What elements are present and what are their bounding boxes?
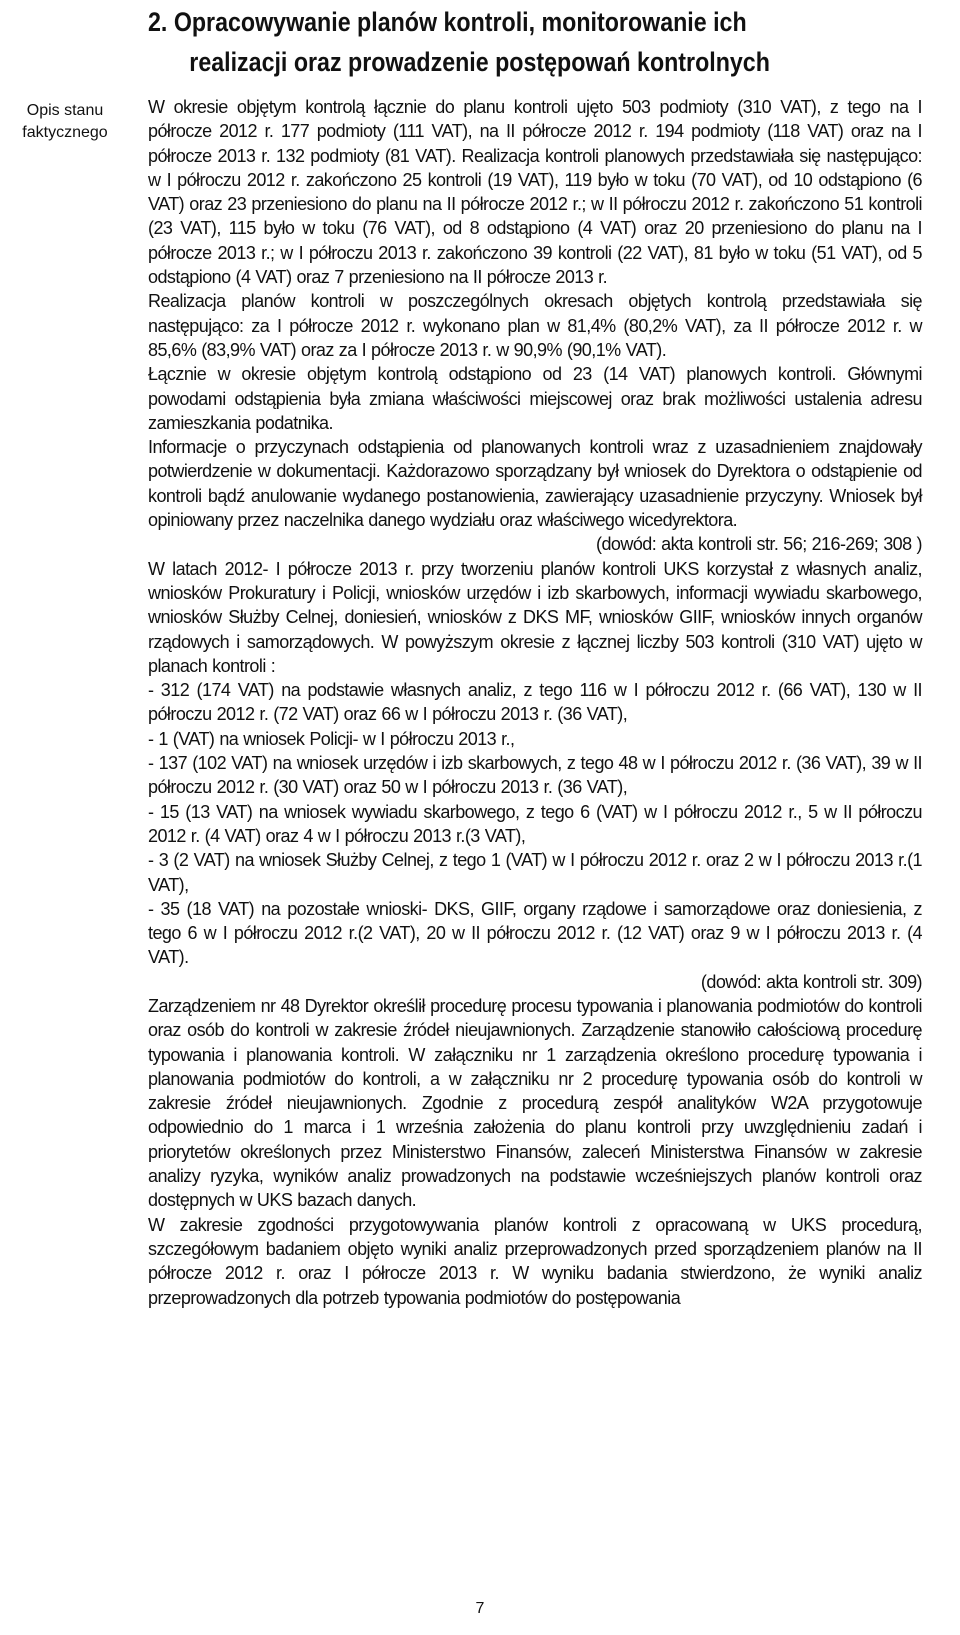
section-heading: [148, 2, 926, 82]
list-item: - 137 (102 VAT) na wniosek urzędów i izb skarbowych, z tego 48 w I półroczu 2012 r. (36 VAT), 39 w II półroczu 2012 r. (30 VAT) oraz 50 w I półroczu 2013 r. (36 VAT),: [148, 753, 922, 798]
paragraph-plan-summary: W okresie objętym kontrolą łącznie do planu kontroli ujęto 503 podmioty (310 VAT), z tego na I półrocze 2012 r. 177 podmioty (111 VAT), na II półrocze 2012 r. 194 podmioty (118 VAT) oraz na I półrocze 2013 r. 132 podmioty (81 VAT). Realizacja kontroli planowych przedstawiała się następująco: w I półroczu 2012 r. zakończono 25 kontroli (19 VAT), 119 było w toku (70 VAT), od 10 odstąpiono (6 VAT) oraz 23 przeniesiono do planu na II półrocze 2012 r.; w II półroczu 2012 r. zakończono 51 kontroli (23 VAT), 115 było w toku (76 VAT), od 8 odstąpiono (4 VAT) oraz 20 przeniesiono do planu na I półrocze 2013 r.; w I półroczu 2013 r. zakończono 39 kontroli (22 VAT), 81 było w toku (51 VAT), od 5 odstąpiono (4 VAT) oraz 7 przeniesiono na II półrocze 2013 r.: [148, 97, 922, 288]
evidence-note-2: (dowód: akta kontroli str. 309): [700, 971, 922, 992]
side-label: Opis stanu faktycznego: [22, 102, 108, 141]
paragraph-plan-sources: W latach 2012- I półrocze 2013 r. przy tworzeniu planów kontroli UKS korzystał z własnych analiz, wniosków Prokuratury i Policji, wniosków urzędów i izb skarbowych, informacji wywiadu skarbowego, wniosków Służby Celnej, doniesień, wniosków z DKS MF, wniosków GIIF, wniosków innych organów rządowych i samorządowych. W powyższym okresie z łącznej liczby 503 kontroli (310 VAT) ujęto w planach kontroli :: [148, 558, 922, 676]
paragraph-compliance: W zakresie zgodności przygotowywania planów kontroli z opracowaną w UKS procedurą, szczegółowym badaniem objęto wyniki analiz przeprowadzonych przed sporządzeniem planów na II półrocze 2012 r. oraz I półrocze 2013 r. W wyniku badania stwierdzono, że wyniki analiz przeprowadzonych dla potrzeb typowania podmiotów do postępowania: [148, 1214, 922, 1308]
paragraph-withdrawals: Łącznie w okresie objętym kontrolą odstąpiono od 23 (14 VAT) planowych kontroli. Głównymi powodami odstąpienia była zmiana właściwości miejscowej oraz brak możliwości ustalenia adresu zamieszkania podatnika.: [148, 364, 922, 433]
section-heading-line-1: 2. Opracowywanie planów kontroli, monitorowanie ich: [148, 7, 747, 37]
list-item: - 3 (2 VAT) na wniosek Służby Celnej, z tego 1 (VAT) w I półroczu 2012 r. oraz 2 w I półroczu 2013 r.(1 VAT),: [148, 850, 922, 895]
list-item: - 15 (13 VAT) na wniosek wywiadu skarbowego, z tego 6 (VAT) w I półroczu 2012 r., 5 w II półroczu 2012 r. (4 VAT) oraz 4 w I półroczu 2013 r.(3 VAT),: [148, 801, 922, 846]
paragraph-plan-execution: Realizacja planów kontroli w poszczególnych okresach objętych kontrolą przedstawiała się następująco: za I półrocze 2012 r. wykonano plan w 81,4% (80,2% VAT), za II półrocze 2012 r. w 85,6% (83,9% VAT) oraz za I półrocze 2013 r. w 90,9% (90,1% VAT).: [148, 291, 922, 360]
list-item: - 1 (VAT) na wniosek Policji- w I półroczu 2013 r.,: [148, 728, 515, 749]
document-body: [148, 95, 922, 1310]
page-number: 7: [475, 1600, 485, 1617]
paragraph-regulation: Zarządzeniem nr 48 Dyrektor określił procedurę procesu typowania i planowania podmiotów do kontroli oraz osób do kontroli w zakresie źródeł nieujawnionych. Zarządzenie stanowiło całościową procedurę typowania i planowania kontroli. W załączniku nr 1 zarządzenia określono procedurę typowania i planowania podmiotów do kontroli, a w załączniku nr 2 procedurę typowania osób do kontroli w zakresie źródeł nieujawnionych. Zgodnie z procedurą zespół analityków W2A przygotowuje odpowiednio do 1 marca i 1 września założenia do planu kontroli przy uwzględnieniu zadań i priorytetów określonych przez Ministerstwo Finansów, zaleceń Ministerstwa Finansów w zakresie analizy ryzyka, wyników analiz prowadzonych na podstawie wcześniejszych planów kontroli oraz dostępnych w UKS bazach danych.: [148, 995, 922, 1211]
section-heading-line-2: realizacji oraz prowadzenie postępowań kontrolnych: [189, 47, 770, 77]
paragraph-withdrawal-info: Informacje o przyczynach odstąpienia od planowanych kontroli wraz z uzasadnieniem znajdowały potwierdzenie w dokumentacji. Każdorazowo sporządzany był wniosek do Dyrektora o odstąpienie od kontroli bądź anulowanie wydanego postanowienia, zawierający uzasadnienie przyczyny. Wniosek był opiniowany przez naczelnika danego wydziału oraz właściwego wicedyrektora.: [148, 437, 922, 531]
list-item: - 35 (18 VAT) na pozostałe wnioski- DKS, GIIF, organy rządowe i samorządowe oraz doniesienia, z tego 6 w I półroczu 2012 r.(2 VAT), 20 w II półroczu 2012 r. (12 VAT) oraz 9 w I półroczu 2013 r. (4 VAT).: [148, 898, 922, 968]
evidence-note-1: (dowód: akta kontroli str. 56; 216-269; 308 ): [596, 534, 922, 555]
list-item: - 312 (174 VAT) na podstawie własnych analiz, z tego 116 w I półroczu 2012 r. (66 VAT), 130 w II półroczu 2012 r. (72 VAT) oraz 66 w I półroczu 2013 r. (36 VAT),: [148, 680, 922, 725]
